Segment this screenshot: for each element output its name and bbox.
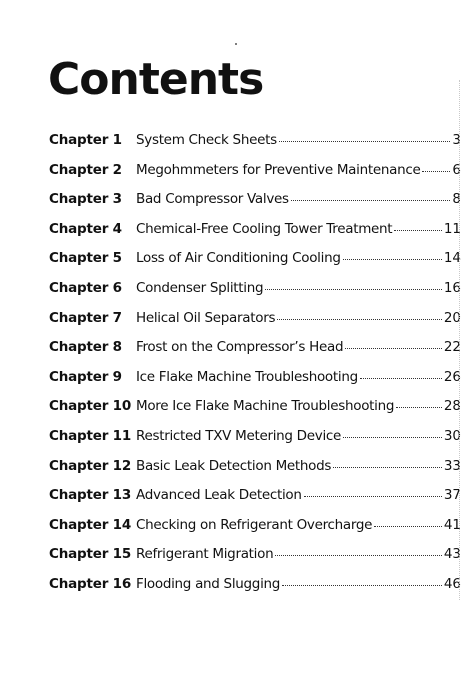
toc-entry-6[interactable] <box>49 279 461 312</box>
toc-entry-2[interactable] <box>49 161 461 194</box>
chapter-number: Chapter 14 <box>49 516 132 533</box>
chapter-title: Checking on Refrigerant Overcharge <box>136 516 373 533</box>
dot-leader <box>279 141 451 142</box>
page-number: 33 <box>443 457 461 474</box>
toc-entry-16[interactable] <box>49 575 461 608</box>
page-number: 30 <box>443 427 461 444</box>
dot-leader <box>291 200 451 201</box>
page-number: 37 <box>443 487 461 504</box>
chapter-title: Condenser Splitting <box>136 279 264 296</box>
chapter-title: Advanced Leak Detection <box>136 487 302 504</box>
page-title: Contents <box>48 54 264 105</box>
page-number: 46 <box>443 575 461 592</box>
page-number: 8 <box>452 191 461 208</box>
chapter-number: Chapter 6 <box>49 279 122 296</box>
scan-speck <box>235 43 237 45</box>
chapter-number: Chapter 8 <box>49 339 122 356</box>
chapter-title: Flooding and Slugging <box>136 575 281 592</box>
chapter-title: Frost on the Compressor’s Head <box>136 339 344 356</box>
dot-leader <box>282 585 442 586</box>
toc-entry-9[interactable] <box>49 368 461 401</box>
dot-leader <box>360 378 442 379</box>
chapter-number: Chapter 13 <box>49 487 132 504</box>
page-number: 41 <box>443 516 461 533</box>
page-number: 26 <box>443 368 461 385</box>
dot-leader <box>275 555 441 556</box>
dot-leader <box>277 319 442 320</box>
chapter-number: Chapter 5 <box>49 250 122 267</box>
page-number: 16 <box>443 279 461 296</box>
chapter-title: System Check Sheets <box>136 132 277 148</box>
chapter-number: Chapter 4 <box>49 220 122 237</box>
chapter-number: Chapter 15 <box>49 546 132 563</box>
dot-leader <box>265 289 442 290</box>
page-number: 43 <box>443 546 461 563</box>
page-number: 20 <box>443 309 461 326</box>
dot-leader <box>345 348 442 349</box>
dot-leader <box>343 437 442 438</box>
chapter-title: More Ice Flake Machine Troubleshooting <box>136 398 395 415</box>
chapter-number: Chapter 2 <box>49 161 122 178</box>
toc-entry-13[interactable] <box>49 489 461 519</box>
page-number: 14 <box>443 250 461 267</box>
chapter-number: Chapter 7 <box>49 309 122 326</box>
chapter-number: Chapter 1 <box>49 132 122 148</box>
table-of-contents <box>49 134 461 608</box>
toc-entry-3[interactable] <box>49 193 461 223</box>
dot-leader <box>422 171 450 172</box>
chapter-number: Chapter 10 <box>49 398 132 415</box>
page-edge-divider <box>459 80 460 600</box>
dot-leader <box>343 259 442 260</box>
chapter-number: Chapter 12 <box>49 457 132 474</box>
toc-entry-10[interactable] <box>49 400 461 430</box>
toc-entry-4[interactable] <box>49 220 461 253</box>
chapter-title: Chemical-Free Cooling Tower Treatment <box>136 220 393 237</box>
page-number: 6 <box>452 161 461 178</box>
dot-leader <box>394 230 442 231</box>
chapter-title: Refrigerant Migration <box>136 546 274 563</box>
chapter-title: Megohmmeters for Preventive Maintenance <box>136 161 421 178</box>
chapter-title: Basic Leak Detection Methods <box>136 457 332 474</box>
dot-leader <box>304 496 442 497</box>
page-number: 28 <box>443 398 461 415</box>
chapter-title: Ice Flake Machine Troubleshooting <box>136 368 358 385</box>
toc-entry-11[interactable] <box>49 427 461 460</box>
chapter-title: Loss of Air Conditioning Cooling <box>136 250 341 267</box>
chapter-number: Chapter 3 <box>49 191 122 208</box>
chapter-number: Chapter 16 <box>49 575 132 592</box>
page-number: 11 <box>443 220 461 237</box>
page-number: 22 <box>443 339 461 356</box>
toc-entry-15[interactable] <box>49 548 461 578</box>
toc-entry-1[interactable] <box>49 134 461 164</box>
toc-entry-8[interactable] <box>49 341 461 371</box>
chapter-title: Restricted TXV Metering Device <box>136 427 342 444</box>
chapter-number: Chapter 9 <box>49 368 122 385</box>
chapter-title: Helical Oil Separators <box>136 309 276 326</box>
page-number: 3 <box>452 132 461 148</box>
dot-leader <box>396 407 442 408</box>
dot-leader <box>333 467 442 468</box>
chapter-title: Bad Compressor Valves <box>136 191 289 208</box>
toc-entry-7[interactable] <box>49 309 461 342</box>
toc-entry-5[interactable] <box>49 252 461 282</box>
toc-entry-12[interactable] <box>49 457 461 490</box>
toc-entry-14[interactable] <box>49 516 461 549</box>
chapter-number: Chapter 11 <box>49 427 132 444</box>
dot-leader <box>374 526 442 527</box>
